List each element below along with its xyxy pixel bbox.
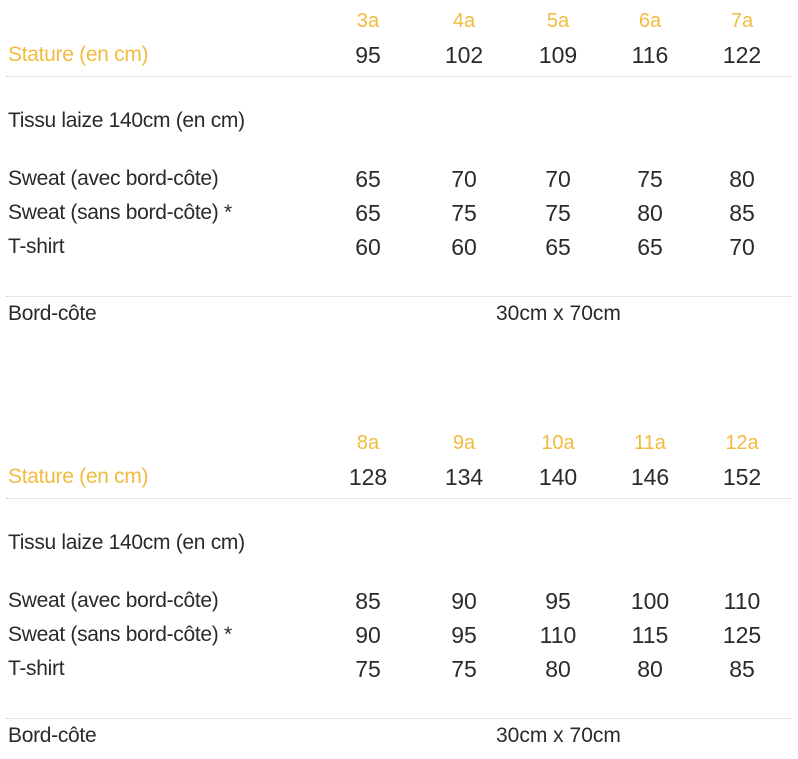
- value-cell: 70: [545, 166, 571, 192]
- age-cell: 7a: [730, 10, 754, 32]
- stature-cell: 95: [355, 42, 381, 68]
- value-cell: 75: [451, 656, 477, 682]
- value-cell: 60: [451, 234, 477, 260]
- table-row: [0, 584, 798, 618]
- value-cell: 70: [451, 166, 477, 192]
- row-label: Sweat (sans bord-côte) *: [8, 623, 232, 646]
- age-cell: 11a: [634, 432, 666, 454]
- stature-row: [0, 460, 798, 494]
- row-label: T-shirt: [8, 657, 65, 680]
- value-cell: 110: [539, 622, 577, 648]
- value-cell: 75: [637, 166, 663, 192]
- age-cell: 4a: [452, 10, 476, 32]
- value-cell: 125: [722, 622, 762, 648]
- value-cell: 95: [545, 588, 571, 614]
- row-label: Sweat (sans bord-côte) *: [8, 201, 232, 224]
- stature-row: [0, 38, 798, 72]
- value-cell: 80: [637, 656, 663, 682]
- value-cell: 65: [355, 200, 381, 226]
- value-cell: 100: [630, 588, 670, 614]
- table-row: [0, 162, 798, 196]
- table-row: [0, 230, 798, 264]
- age-cell: 12a: [725, 432, 759, 454]
- row-label: Sweat (avec bord-côte): [8, 589, 219, 612]
- stature-cell: 134: [444, 464, 484, 490]
- table-row: [0, 652, 798, 686]
- bord-cote-row: [0, 719, 798, 753]
- stature-cell: 128: [348, 464, 388, 490]
- fabric-label: Tissu laize 140cm (en cm): [8, 109, 245, 132]
- divider: [6, 498, 792, 499]
- stature-cell: 146: [630, 464, 670, 490]
- stature-cell: 140: [538, 464, 578, 490]
- value-cell: 60: [355, 234, 381, 260]
- stature-label: Stature (en cm): [8, 465, 149, 488]
- fabric-row: [0, 104, 798, 138]
- value-cell: 80: [637, 200, 663, 226]
- bord-cote-label: Bord-côte: [8, 724, 97, 747]
- value-cell: 75: [355, 656, 381, 682]
- row-label: T-shirt: [8, 235, 65, 258]
- value-cell: 90: [451, 588, 477, 614]
- age-cell: 3a: [356, 10, 380, 32]
- table-row: [0, 196, 798, 230]
- value-cell: 85: [729, 656, 755, 682]
- value-cell: 110: [723, 588, 761, 614]
- age-cell: 8a: [356, 432, 380, 454]
- value-cell: 80: [545, 656, 571, 682]
- value-cell: 75: [545, 200, 571, 226]
- bord-cote-value: 30cm x 70cm: [496, 724, 621, 747]
- stature-cell: 116: [631, 42, 669, 68]
- fabric-label: Tissu laize 140cm (en cm): [8, 531, 245, 554]
- value-cell: 90: [355, 622, 381, 648]
- stature-cell: 109: [538, 42, 578, 68]
- value-cell: 85: [355, 588, 381, 614]
- value-cell: 75: [451, 200, 477, 226]
- value-cell: 85: [729, 200, 755, 226]
- value-cell: 95: [451, 622, 477, 648]
- bord-cote-row: [0, 297, 798, 331]
- value-cell: 80: [729, 166, 755, 192]
- age-header-row: [0, 426, 798, 460]
- age-header-row: [0, 4, 798, 38]
- bord-cote-value: 30cm x 70cm: [496, 302, 621, 325]
- stature-label: Stature (en cm): [8, 43, 149, 66]
- divider: [6, 76, 792, 77]
- value-cell: 65: [355, 166, 381, 192]
- value-cell: 115: [631, 622, 669, 648]
- stature-cell: 152: [722, 464, 762, 490]
- bord-cote-label: Bord-côte: [8, 302, 97, 325]
- stature-cell: 122: [722, 42, 762, 68]
- value-cell: 70: [729, 234, 755, 260]
- table-row: [0, 618, 798, 652]
- value-cell: 65: [545, 234, 571, 260]
- stature-cell: 102: [444, 42, 484, 68]
- age-cell: 5a: [546, 10, 570, 32]
- fabric-row: [0, 526, 798, 560]
- row-label: Sweat (avec bord-côte): [8, 167, 219, 190]
- age-cell: 9a: [452, 432, 476, 454]
- age-cell: 6a: [638, 10, 662, 32]
- age-cell: 10a: [541, 432, 575, 454]
- value-cell: 65: [637, 234, 663, 260]
